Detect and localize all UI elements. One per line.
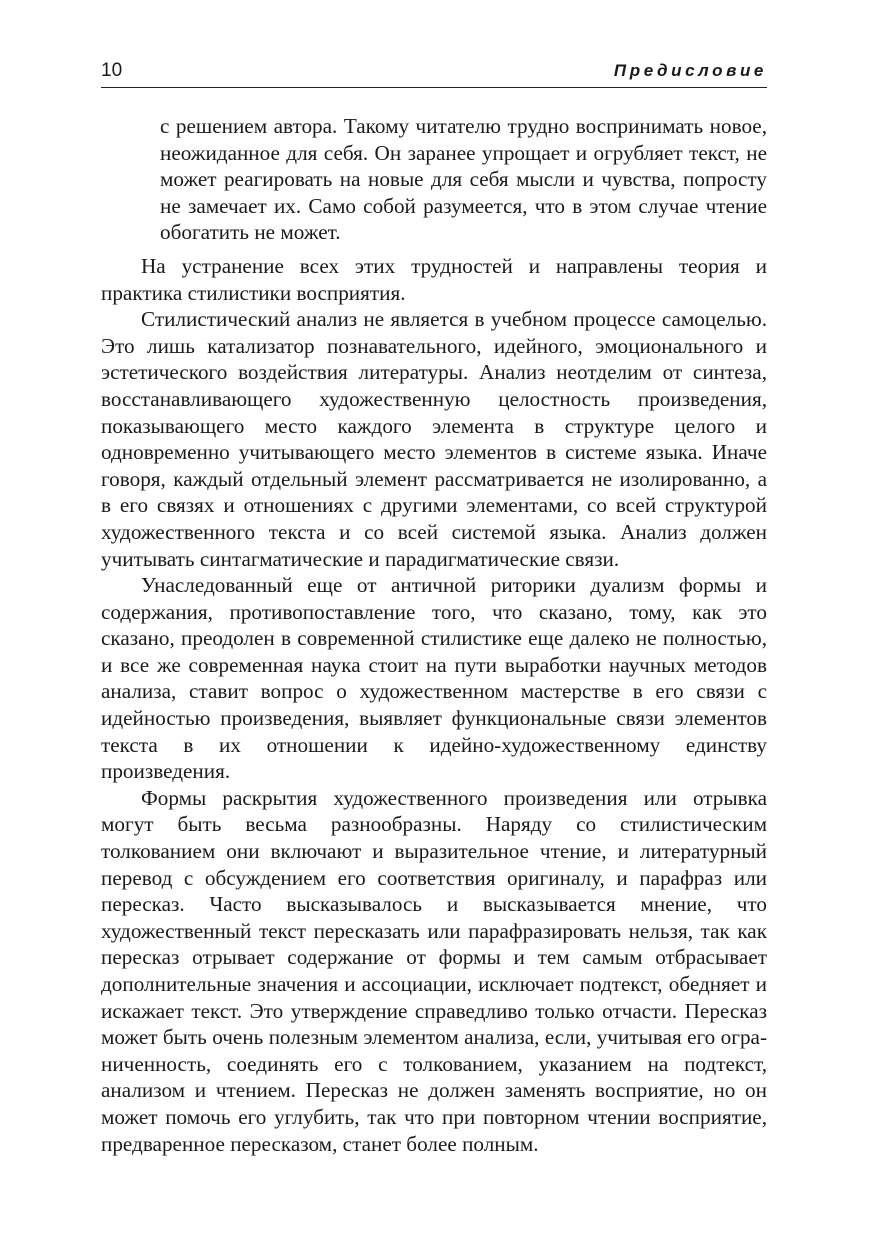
paragraph: На устранение всех этих трудностей и направлены теория и практика стилистики восприятия. <box>101 253 767 305</box>
running-head <box>101 58 767 84</box>
paragraph: Стилистический анализ не является в учебном процессе самоцелью. Это лишь катализатор познавательного, идейного, эмоционального и эстетического воздействия литературы. Анализ неотделим от синтеза, восстанавливающего художественную целостность произведения, показывающего место каждого элемента в структуре целого и одновременно учитывающего место элементов в системе языка. Иначе говоря, каждый отдельный элемент рассматривается не изолированно, а в его связях и отношениях с другими элементами, со всей структурой художественного текста и со всей системой языка. Анализ должен учитывать синтагматические и парадигматические связи. <box>101 307 767 571</box>
page-number: 10 <box>101 60 123 81</box>
paragraph: Унаследованный еще от античной риторики дуализм формы и содержания, противопоставление того, что сказано, тому, как это сказано, преодолен в современной стилистике еще далеко не полностью, и все же современная наука стоит на пути выработки научных методов анализа, ставит вопрос о художественном мастерстве в его связи с идейностью произведения, выявляет функциональные связи элементов текста в их отношении к идейно-художественному единству произведения. <box>101 573 767 784</box>
quote-paragraph: с решением автора. Такому читателю трудно воспринимать новое, неожиданное для себя. Он заранее упрощает и огрубляет текст, не может реагировать на новые для себя мысли и чувства, попросту не замечает их. Само собой разумеется, что в этом случае чтение обогатить не может. <box>160 114 767 245</box>
header-rule <box>101 87 767 88</box>
section-title: Предисловие <box>613 61 767 80</box>
paragraph: Формы раскрытия художественного произведения или отрывка могут быть весьма разнообразны. Наряду со стилистическим толкованием они включают и выразительное чтение, и литературный перевод с обсуждением его соответствия оригиналу, и парафраз или пересказ. Часто высказывалось и высказывается мнение, что художественный текст пересказать или парафразировать нельзя, так как пересказ отрывает содержание от формы и тем самым отбрасывает дополнительные значения и ассоциации, исключает подтекст, обедняет и искажает текст. Это утверждение справедливо только отчасти. Пересказ может быть очень полезным элементом анализа, если, учитывая его ограниченность, соединять его с толкованием, указанием на подтекст, анализом и чтением. Пересказ не должен заменять восприятие, но он может помочь его углубить, так что при повторном чтении восприятие, предваренное пересказом, станет более полным. <box>101 785 767 1156</box>
body-text <box>101 113 767 1157</box>
